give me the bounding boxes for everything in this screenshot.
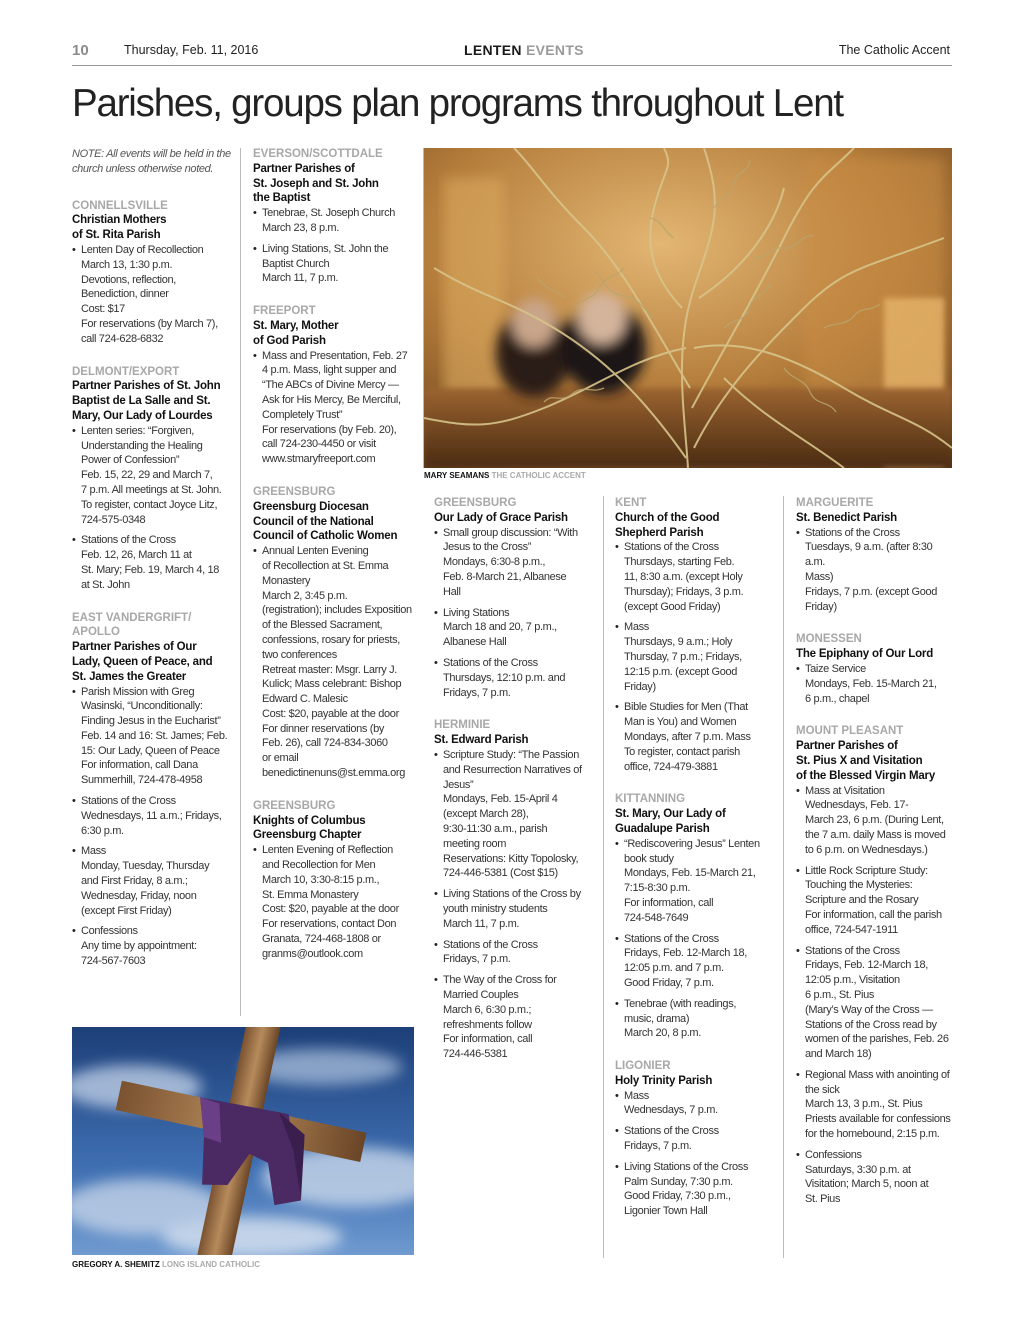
event-item: • Stations of the Cross Feb. 12, 26, March 11 at St. Mary; Feb. 19, March 4, 18 at St. John [72, 533, 234, 592]
listing-block [434, 718, 599, 1062]
event-item: • Stations of the Cross Fridays, 7 p.m. [615, 1124, 779, 1154]
photo-branches [424, 148, 952, 468]
event-item: • Mass and Presentation, Feb. 27 4 p.m. Mass, light supper and “The ABCs of Divine Mercy — Ask for His Mercy, Be Merciful, Completely Trust” For reservations (by Feb. 20), call 724-230-4450 or visit www.stmaryfreeport.com [253, 349, 418, 467]
event-item: • Mass Monday, Tuesday, Thursday and First Friday, 8 a.m.; Wednesday, Friday, noon (except First Friday) [72, 844, 234, 918]
parish-name: Partner Parishes of St. Joseph and St. John the Baptist [253, 162, 379, 205]
event-item: • Tenebrae, St. Joseph Church March 23, 8 p.m. [253, 206, 418, 236]
town-heading: MOUNT PLEASANT [796, 725, 904, 738]
event-list [615, 540, 779, 774]
column-3 [434, 496, 599, 1080]
event-item: • Lenten Evening of Reflection and Recollection for Men March 10, 3:30-8:15 p.m., St. Emma Monastery Cost: $20, payable at the door For reservations, contact Don Granata, 724-468-1808 or granms@outlook.com [253, 843, 418, 961]
event-item: • “Rediscovering Jesus” Lenten book study Mondays, Feb. 15-March 21, 7:15-8:30 p.m. For information, call 724-548-7649 [615, 837, 779, 926]
col1-listings [72, 199, 234, 969]
event-list [615, 1089, 779, 1219]
event-item: • Lenten series: “Forgiven, Understanding the Healing Power of Confession” Feb. 15, 22, 29 and March 7, 7 p.m. All meetings at St. John. To register, contact Joyce Litz, 724-575-0348 [72, 424, 234, 528]
parish-name: St. Benedict Parish [796, 511, 898, 524]
event-item: • Scripture Study: “The Passion and Resurrection Narratives of Jesus” Mondays, Feb. 15-April 4 (except March 28), 9:30-11:30 a.m., parish meeting room Reservations: Kitty Topolosky, 724-446-5381 (Cost $15) [434, 748, 599, 881]
event-list [253, 843, 418, 961]
listing-block [72, 611, 234, 969]
event-item: • The Way of the Cross for Married Couples March 6, 6:30 p.m.; refreshments follow For information, call 724-446-5381 [434, 973, 599, 1062]
town-heading: LIGONIER [615, 1060, 671, 1073]
listing-block [615, 792, 779, 1041]
town-heading: CONNELLSVILLE [72, 199, 168, 212]
town-heading: MARGUERITE [796, 497, 874, 509]
event-list [796, 526, 954, 615]
event-item: • Stations of the Cross Fridays, 7 p.m. [434, 938, 599, 968]
section-title [464, 42, 584, 58]
event-item: • Mass Thursdays, 9 a.m.; Holy Thursday, 7 p.m.; Fridays, 12:15 p.m. (except Good Friday) [615, 620, 779, 694]
listing-block [72, 199, 234, 347]
town-heading: EAST VANDERGRIFT/ APOLLO [72, 611, 192, 639]
event-list [72, 685, 234, 969]
event-item: • Tenebrae (with readings, music, drama) March 20, 8 p.m. [615, 997, 779, 1041]
listing-block [796, 496, 954, 614]
town-heading: EVERSON/SCOTTDALE [253, 148, 383, 160]
event-list [72, 243, 234, 347]
column-5 [796, 496, 954, 1225]
section-title-part2: EVENTS [521, 42, 584, 58]
listing-block [253, 304, 418, 467]
column-divider [603, 496, 604, 1258]
parish-name: Church of the Good Shepherd Parish [615, 511, 720, 539]
col3-listings [434, 496, 599, 1062]
parish-name: Christian Mothers of St. Rita Parish [72, 214, 167, 242]
photo-credit-name: MARY SEAMANS [424, 471, 490, 480]
col4-listings [615, 496, 779, 1219]
event-list [434, 748, 599, 1062]
event-item: • Regional Mass with anointing of the sick March 13, 3 p.m., St. Pius Priests available for confessions for the homebound, 2:15 p.m. [796, 1068, 954, 1142]
listing-block [253, 485, 418, 781]
town-heading: KITTANNING [615, 793, 686, 806]
listing-block [253, 799, 418, 962]
event-item: • Parish Mission with Greg Wasinski, “Unconditionally: Finding Jesus in the Eucharist” Feb. 14 and 16: St. James; Feb. 15: Our Lady, Queen of Peace For information, call Dana Summerhill, 724-478-4958 [72, 685, 234, 789]
event-item: • Living Stations of the Cross Palm Sunday, 7:30 p.m. Good Friday, 7:30 p.m., Ligonier Town Hall [615, 1160, 779, 1219]
parish-name: Holy Trinity Parish [615, 1074, 713, 1087]
event-list [253, 544, 418, 781]
photo-credit-org: LONG ISLAND CATHOLIC [161, 1260, 261, 1269]
parish-name: Partner Parishes of St. John Baptist de La Salle and St. Mary, Our Lady of Lourdes [72, 380, 221, 422]
event-item: • Bible Studies for Men (That Man is You) and Women Mondays, after 7 p.m. Mass To register, contact parish office, 724-479-3881 [615, 700, 779, 774]
page-number: 10 [72, 42, 89, 59]
col2-listings [253, 147, 418, 962]
event-list [72, 424, 234, 593]
parish-name: Knights of Columbus Greensburg Chapter [253, 814, 366, 842]
town-heading: KENT [615, 497, 647, 509]
town-heading: GREENSBURG [434, 497, 517, 509]
cross-image [72, 1027, 414, 1255]
event-item: • Small group discussion: “With Jesus to the Cross” Mondays, 6:30-8 p.m., Feb. 8-March 21, Albanese Hall [434, 526, 599, 600]
event-item: • Stations of the Cross Fridays, Feb. 12-March 18, 12:05 p.m. and 7 p.m. Good Friday, 7 p.m. [615, 932, 779, 991]
parish-name: St. Mary, Our Lady of Guadalupe Parish [615, 808, 726, 835]
parish-name: Partner Parishes of St. Pius X and Visitation of the Blessed Virgin Mary [796, 740, 936, 782]
listing-block [434, 496, 599, 700]
event-item: • Annual Lenten Evening of Recollection at St. Emma Monastery March 2, 3:45 p.m. (registration); includes Exposition of the Blessed Sacrament, confessions, rosary for priests, two conferences Retreat master: Msgr. Larry J. Kulick; Mass celebrant: Bishop Edward C. Malesic Cost: $20, payable at the door For dinner reservations (by Feb. 26), call 724-834-3060 or email benedictinenuns@st.emma.org [253, 544, 418, 781]
event-list [434, 526, 599, 701]
parish-name: Greensburg Diocesan Council of the National Council of Catholic Women [253, 500, 398, 543]
town-heading: HERMINIE [434, 719, 491, 732]
parish-name: Our Lady of Grace Parish [434, 511, 568, 524]
listing-block [72, 365, 234, 593]
event-item: • Stations of the Cross Fridays, Feb. 12-March 18, 12:05 p.m., Visitation 6 p.m., St. Pius (Mary’s Way of the Cross — Stations of the Cross read by women of the parishes, Feb. 26 and March 18) [796, 944, 954, 1062]
listing-block [796, 632, 954, 706]
column-1 [72, 147, 234, 987]
town-heading: DELMONT/EXPORT [72, 365, 180, 378]
issue-date: Thursday, Feb. 11, 2016 [124, 43, 259, 57]
event-item: • Little Rock Scripture Study: Touching the Mysteries: Scripture and the Rosary For information, call the parish office, 724-547-1911 [796, 864, 954, 938]
event-item: • Stations of the Cross Thursdays, 12:10 p.m. and Fridays, 7 p.m. [434, 656, 599, 700]
note: NOTE: All events will be held in the church unless otherwise noted. [72, 148, 231, 175]
photo-credit-org: THE CATHOLIC ACCENT [491, 471, 586, 480]
listing-block [796, 724, 954, 1207]
photo-credit-name: GREGORY A. SHEMITZ [72, 1260, 160, 1269]
parish-name: Partner Parishes of Our Lady, Queen of Peace, and St. James the Greater [72, 641, 213, 683]
event-list [796, 784, 954, 1208]
listing-block [253, 147, 418, 286]
town-heading: MONESSEN [796, 633, 862, 646]
event-item: • Confessions Saturdays, 3:30 p.m. at Visitation; March 5, noon at St. Pius [796, 1148, 954, 1207]
event-item: • Stations of the Cross Thursdays, starting Feb. 11, 8:30 a.m. (except Holy Thursday); Fridays, 3 p.m. (except Good Friday) [615, 540, 779, 614]
col5-listings [796, 496, 954, 1207]
branches-image [424, 148, 952, 468]
photo-cross [72, 1027, 414, 1255]
event-item: • Lenten Day of Recollection March 13, 1:30 p.m. Devotions, reflection, Benediction, dinner Cost: $17 For reservations (by March 7), call 724-628-6832 [72, 243, 234, 347]
parish-name: The Epiphany of Our Lord [796, 648, 934, 661]
event-item: • Stations of the Cross Tuesdays, 9 a.m. (after 8:30 a.m. Mass) Fridays, 7 p.m. (except Good Friday) [796, 526, 954, 615]
event-item: • Mass Wednesdays, 7 p.m. [615, 1089, 779, 1119]
event-list [615, 837, 779, 1041]
column-4 [615, 496, 779, 1237]
event-list [253, 206, 418, 286]
town-heading: FREEPORT [253, 305, 316, 318]
event-list [253, 349, 418, 467]
column-2 [253, 147, 418, 980]
event-item: • Confessions Any time by appointment: 724-567-7603 [72, 924, 234, 968]
column-divider [240, 148, 241, 1016]
event-item: • Living Stations of the Cross by youth ministry students March 11, 7 p.m. [434, 887, 599, 931]
town-heading: GREENSBURG [253, 485, 336, 498]
page-header [72, 38, 952, 66]
publication-name: The Catholic Accent [838, 43, 950, 57]
event-list [796, 662, 954, 706]
parish-name: St. Mary, Mother of God Parish [253, 319, 339, 347]
photo-credit-bottom [72, 1260, 260, 1269]
event-item: • Living Stations March 18 and 20, 7 p.m., Albanese Hall [434, 606, 599, 650]
column-divider [783, 496, 784, 1258]
parish-name: St. Edward Parish [434, 734, 529, 747]
event-item: • Mass at Visitation Wednesdays, Feb. 17- March 23, 6 p.m. (During Lent, the 7 a.m. daily Mass is moved to 6 p.m. on Wednesdays.) [796, 784, 954, 858]
town-heading: GREENSBURG [253, 799, 336, 812]
section-title-part1: LENTEN [464, 42, 522, 58]
photo-credit-top [424, 471, 586, 480]
headline: Parishes, groups plan programs throughout Lent [72, 82, 843, 125]
event-item: • Living Stations, St. John the Baptist Church March 11, 7 p.m. [253, 242, 418, 286]
event-item: • Taize Service Mondays, Feb. 15-March 21, 6 p.m., chapel [796, 662, 954, 706]
listing-block [615, 1059, 779, 1219]
event-item: • Stations of the Cross Wednesdays, 11 a.m.; Fridays, 6:30 p.m. [72, 794, 234, 838]
listing-block [615, 496, 779, 774]
